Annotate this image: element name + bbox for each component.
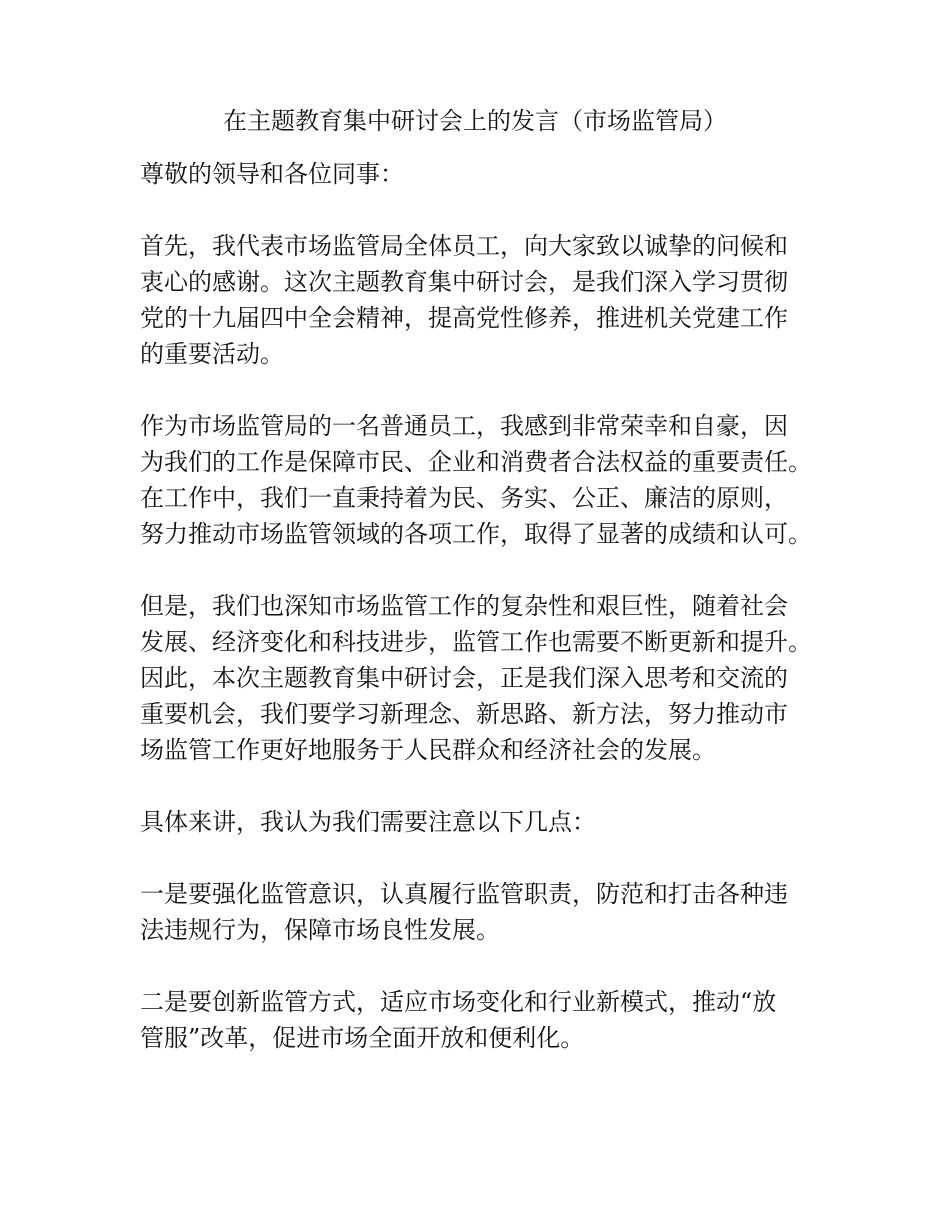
paragraph-line: 管服”改革，促进市场全面开放和便利化。 — [140, 1024, 585, 1052]
paragraph-line: 为我们的工作是保障市民、企业和消费者合法权益的重要责任。 — [140, 448, 812, 476]
document-title: 在主题教育集中研讨会上的发言（市场监管局） — [223, 107, 727, 135]
paragraph-line: 发展、经济变化和科技进步，监管工作也需要不断更新和提升。 — [140, 628, 812, 656]
paragraph-line: 首先，我代表市场监管局全体员工，向大家致以诚挚的问候和 — [140, 232, 788, 260]
paragraph-line: 二是要创新监管方式，适应市场变化和行业新模式，推动“放 — [140, 988, 777, 1016]
paragraph-line: 场监管工作更好地服务于人民群众和经济社会的发展。 — [140, 736, 716, 764]
paragraph-line: 具体来讲，我认为我们需要注意以下几点： — [140, 808, 596, 836]
paragraph-2 — [140, 408, 840, 552]
paragraph-line: 的重要活动。 — [140, 340, 284, 368]
paragraph-6 — [140, 984, 840, 1056]
paragraph-line: 在工作中，我们一直秉持着为民、务实、公正、廉洁的原则， — [140, 484, 788, 512]
paragraph-3 — [140, 588, 840, 768]
paragraph-line: 党的十九届四中全会精神，提高党性修养，推进机关党建工作 — [140, 304, 788, 332]
salutation — [140, 156, 840, 192]
paragraph-line: 衷心的感谢。这次主题教育集中研讨会，是我们深入学习贯彻 — [140, 268, 788, 296]
paragraph-line: 一是要强化监管意识，认真履行监管职责，防范和打击各种违 — [140, 880, 788, 908]
paragraph-4 — [140, 804, 840, 840]
paragraph-line: 法违规行为，保障市场良性发展。 — [140, 916, 500, 944]
salutation-line: 尊敬的领导和各位同事： — [140, 160, 404, 188]
paragraph-line: 因此，本次主题教育集中研讨会，正是我们深入思考和交流的 — [140, 664, 788, 692]
paragraph-line: 重要机会，我们要学习新理念、新思路、新方法，努力推动市 — [140, 700, 788, 728]
paragraph-5 — [140, 876, 840, 948]
paragraph-line: 作为市场监管局的一名普通员工，我感到非常荣幸和自豪，因 — [140, 412, 788, 440]
paragraph-line: 努力推动市场监管领域的各项工作，取得了显著的成绩和认可。 — [140, 520, 812, 548]
paragraph-1 — [140, 228, 840, 372]
document-body — [140, 156, 840, 1092]
paragraph-line: 但是，我们也深知市场监管工作的复杂性和艰巨性，随着社会 — [140, 592, 788, 620]
